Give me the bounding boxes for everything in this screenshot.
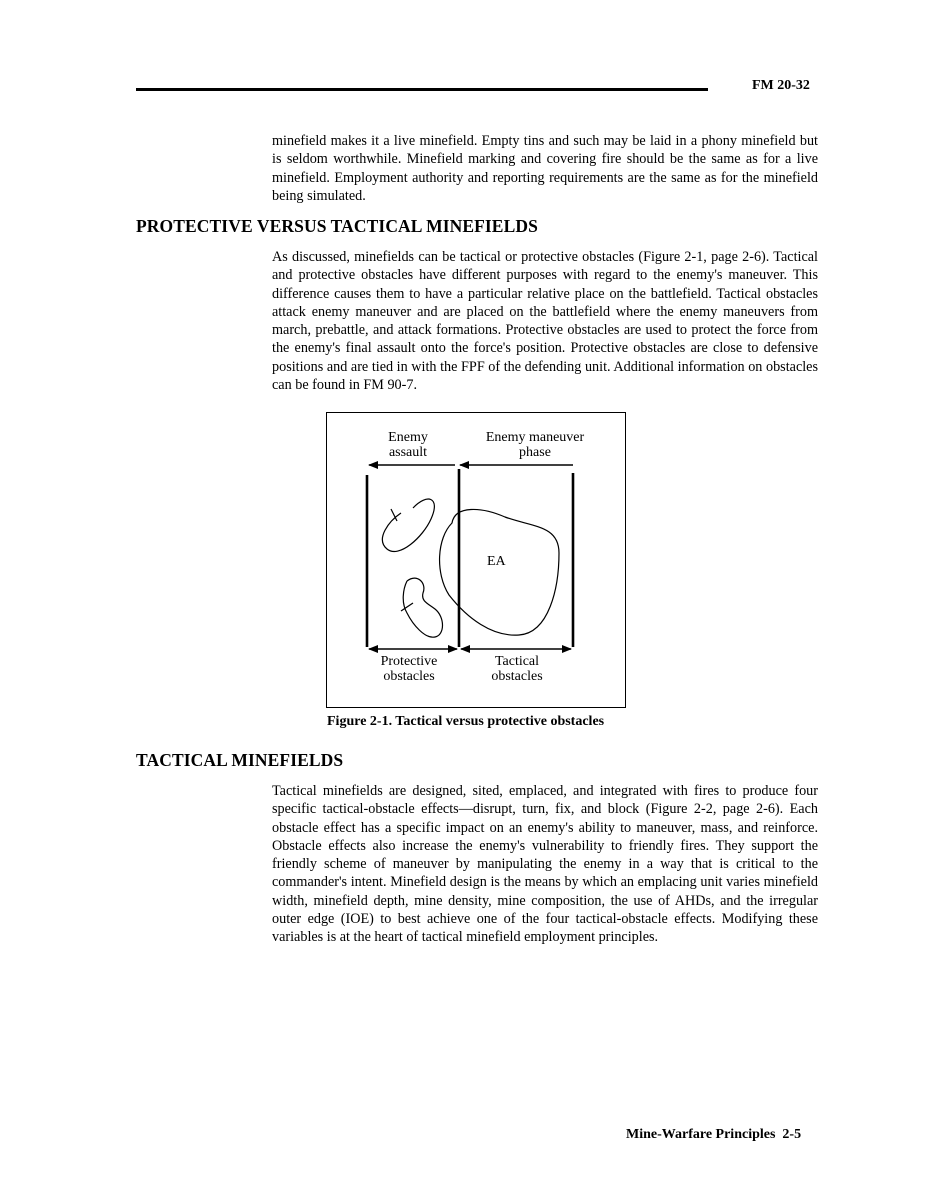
protective-obstacle-lower-tick	[401, 603, 413, 611]
header-doc-id: FM 20-32	[752, 78, 810, 93]
enemy-assault-label-line2: assault	[388, 445, 428, 460]
enemy-maneuver-label-line1: Enemy maneuver	[485, 430, 585, 445]
protective-label-line1: Protective	[380, 654, 438, 669]
engagement-area	[440, 509, 559, 635]
page-footer: Mine-Warfare Principles 2-5	[626, 1127, 802, 1142]
protective-paragraph: As discussed, minefields can be tactical or protective obstacles (Figure 2-1, page 2-6). Tactical and protective obstacles have different purposes with regard to the enemy's maneuver. This difference causes them to have a particular relative place on the battlefield. Tactical obstacles attack enemy maneuver and are placed on the battlefield where the enemy maneuvers from march, prebattle, and attack formations. Protective obstacles are used to protect the force from the enemy's final assault onto the force's position. Protective obstacles are close to defensive positions and are tied in with the FPF of the defending unit. Additional information on obstacles can be found in FM 90-7.	[272, 249, 818, 394]
protective-obstacle-upper	[382, 499, 434, 551]
figure-caption: Figure 2-1. Tactical versus protective obstacles	[327, 714, 605, 729]
tactical-label-line2: obstacles	[491, 669, 543, 684]
figure-2-1	[326, 412, 626, 708]
enemy-maneuver-label-line2: phase	[519, 445, 551, 460]
heading-tactical-minefields: TACTICAL MINEFIELDS	[136, 750, 344, 770]
intro-paragraph: minefield makes it a live minefield. Empty tins and such may be laid in a phony minefield but is seldom worthwhile. Minefield marking and covering fire should be the same as for a live minefield. Employment authority and reporting requirements are the same as for the minefield being simulated.	[272, 133, 818, 204]
enemy-assault-label-line1: Enemy	[388, 430, 428, 445]
protective-obstacle-lower	[403, 578, 442, 637]
tactical-label-line1: Tactical	[494, 654, 540, 669]
header-rule	[136, 88, 708, 91]
heading-protective-vs-tactical: PROTECTIVE VERSUS TACTICAL MINEFIELDS	[136, 216, 538, 236]
tactical-paragraph: Tactical minefields are designed, sited, emplaced, and integrated with fires to produce four specific tactical-obstacle effects—disrupt, turn, fix, and block (Figure 2-2, page 2-6). Each obstacle effect has a specific impact on an enemy's ability to maneuver, mass, and reinforce. Obstacle effects also increase the enemy's vulnerability to friendly fires. They support the friendly scheme of maneuver by manipulating the enemy in a way that is critical to the commander's intent. Minefield design is the means by which an emplacing unit varies minefield width, minefield depth, mine density, mine composition, the use of AHDs, and the irregular outer edge (IOE) to best achieve one of the four tactical-obstacle effects. Modifying these variables is at the heart of tactical minefield employment principles.	[272, 783, 818, 946]
ea-label: EA	[487, 554, 506, 569]
obstacle-diagram	[327, 413, 625, 707]
protective-label-line2: obstacles	[383, 669, 435, 684]
